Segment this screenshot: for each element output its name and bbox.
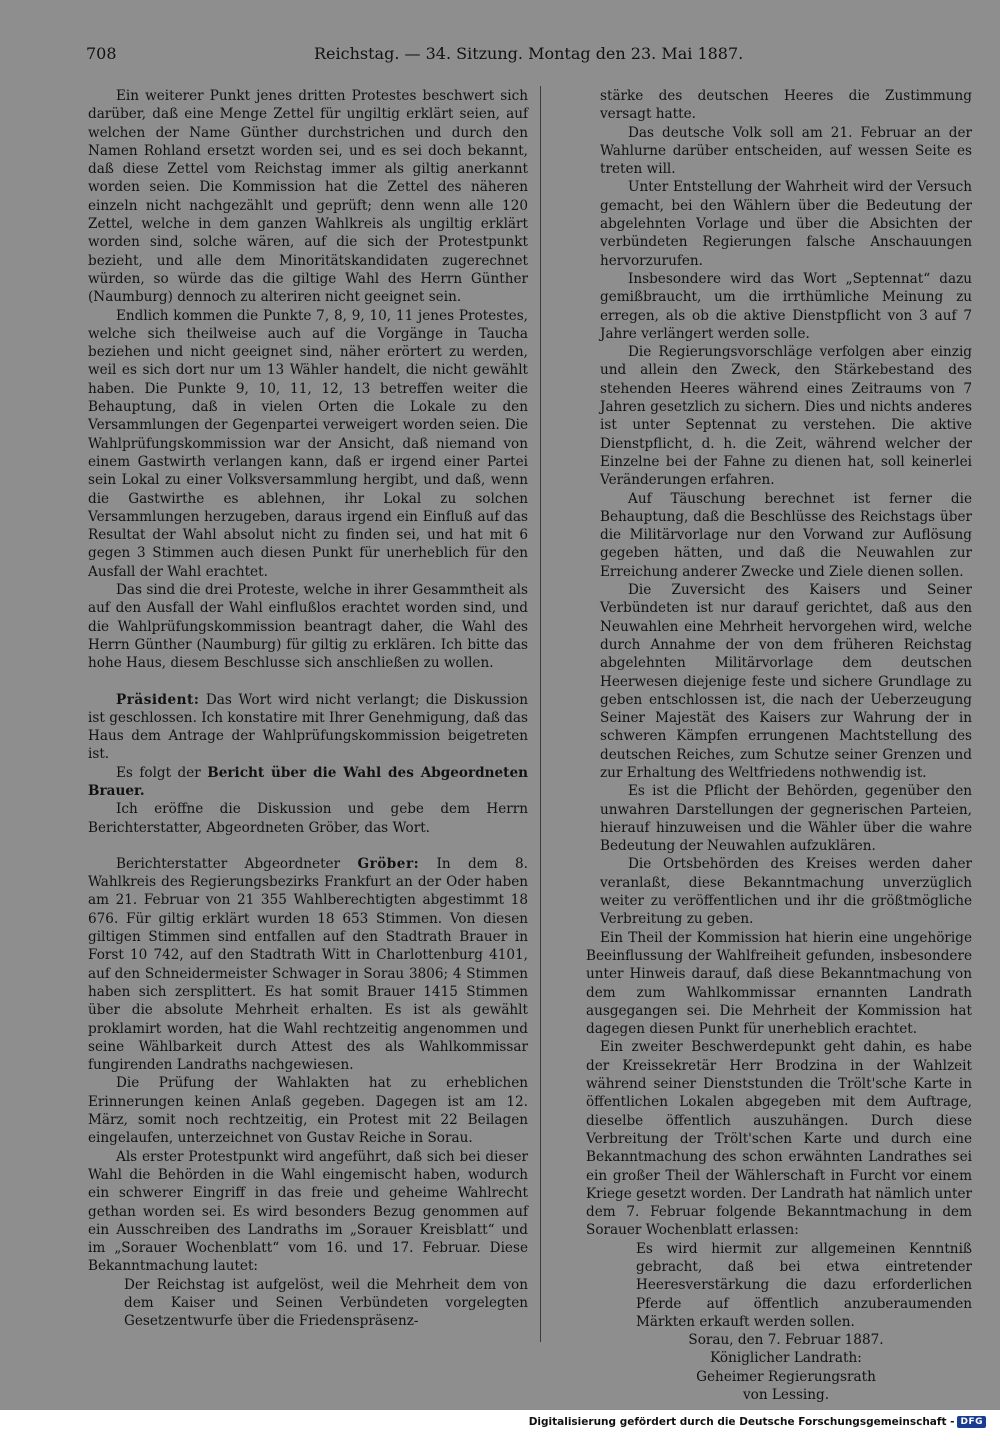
speaker-intro: Berichterstatter Abgeordneter [116, 855, 358, 872]
quote-paragraph: Es ist die Pflicht der Behörden, gegenüber den unwahren Darstellungen der gegnerischen Parteien, hierauf hinzuweisen und die Wähler über die wahre Bedeutung der Neuwahlen aufzuklären. [600, 783, 972, 855]
paragraph: Die Prüfung der Wahlakten hat zu erheblichen Erinnerungen keinen Anlaß gegeben. Dagegen ist am 12. März, somit noch rechtzeitig, ein Protest mit 22 Beilagen eingelaufen, unterzeichnet von Gustav Reiche in Sorau. [88, 1075, 528, 1147]
page-header [86, 44, 956, 66]
paragraph: Als erster Protestpunkt wird angeführt, daß sich bei dieser Wahl die Behörden in die Wahl eingemischt haben, wodurch ein schwerer Eingriff in das freie und geheime Wahlrecht gethan worden sei. Es wird besonders Bezug genommen auf ein Ausschreiben des Landraths im „Sorauer Kreisblatt“ und im „Sorauer Wochenblatt“ vom 16. und 17. Februar. Diese Bekanntmachung lautet: [88, 1148, 528, 1275]
quote-continuation: stärke des deutschen Heeres die Zustimmung versagt hatte. [600, 88, 972, 123]
quote-text: Es wird hiermit zur allgemeinen Kenntniß gebracht, daß bei etwa eintretender Heeresverstärkung die dazu erforderlichen Pferde auf öffentlich anzuberaumenden Märkten erkauft werden sollen. [636, 1240, 972, 1330]
dfg-logo: DFG [957, 1416, 986, 1428]
quote-paragraph: Auf Täuschung berechnet ist ferner die Behauptung, daß die Beschlüsse des Reichstags über die Militärvorlage nur den Vorwand zur Auflösung gegeben hätten, und daß die Neuwahlen zur Erreichung anderer Zwecke und Ziele dienen sollen. [600, 490, 972, 580]
quote-paragraph: Die Ortsbehörden des Kreises werden daher veranlaßt, diese Bekanntmachung unverzüglich weiter zu veröffentlichen und ihr die größtmögliche Verbreitung zu geben. [600, 856, 972, 928]
digitization-credit [529, 1414, 986, 1430]
quote-paragraph: Das deutsche Volk soll am 21. Februar an der Wahlurne darüber entscheiden, auf wessen Seite es treten will. [600, 124, 972, 178]
paragraph [88, 764, 528, 801]
quote-paragraph: Die Zuversicht des Kaisers und Seiner Verbündeten ist nur darauf gerichtet, daß aus den Neuwahlen eine Mehrheit hervorgehen wird, welche durch Annahme der von dem früheren Reichstag abgelehnten Militärvorlage dem deutschen Heerwesen diejenige feste und sichere Grundlage zu geben entschlossen ist, die nach der Ueberzeugung Seiner Majestät des Kaisers zur Wahrung der in schweren Kämpfen errungenen Machtstellung des deutschen Reiches, zum Schutze seiner Grenzen und zur Erhaltung des Weltfriedens nothwendig ist. [600, 582, 972, 781]
paragraph: Endlich kommen die Punkte 7, 8, 9, 10, 11 jenes Protestes, welche sich theilweise auch auf die Vorgänge in Taucha beziehen und nicht geeignet sind, näher erörtert zu werden, weil es sich dort nur um 13 Wähler handelt, die nicht gewählt haben. Die Punkte 9, 10, 11, 12, 13 betreffen weiter die Behauptung, daß in vielen Orten die Lokale zu den Versammlungen der Gegenpartei verweigert worden seien. Die Wahlprüfungskommission war der Ansicht, daß niemand von einem Gastwirth verlangen kann, daß er irgend einer Partei sein Lokal zu einer Volksversammlung hergibt, und daß, wenn die Gastwirthe es ablehnen, ihr Lokal zu solchen Versammlungen herzugeben, daraus irgend ein Einfluß auf das Resultat der Wahl absolut nicht zu finden sei, und hat mit 6 gegen 3 Stimmen auch diesen Punkt für unerheblich für den Ausfall der Wahl erachtet. [88, 307, 528, 580]
quote-text: Der Reichstag ist aufgelöst, weil die Mehrheit dem von dem Kaiser und Seinen Verbündeten vorgelegten Gesetzentwurfe über die Friedenspräsenz- [124, 1276, 528, 1330]
quote-paragraph: Die Regierungsvorschläge verfolgen aber einzig und allein den Zweck, den Stärkebestand des stehenden Heeres während eines Zeitraums von 7 Jahren gesetzlich zu sichern. Dies und nichts anderes ist unter Septennat zu verstehen. Die aktive Dienstpflicht, d. h. die Zeit, während welcher der Einzelne bei der Fahne zu dienen hat, soll keinerlei Veränderungen erfahren. [600, 344, 972, 489]
signature-office: Königlicher Landrath: [710, 1350, 862, 1367]
signature-place-date: Sorau, den 7. Februar 1887. [688, 1332, 884, 1349]
text: Es folgt der [116, 764, 208, 781]
paragraph: Ein zweiter Beschwerdepunkt geht dahin, es habe der Kreissekretär Herr Brodzina in der Wahlzeit während seiner Dienststunden die Trölt'sche Karte in öffentlichen Lokalen abgegeben mit dem Auftrage, dieselbe öffentlich auszuhängen. Durch diese Verbreitung der Trölt'schen Karte und durch eine Bekanntmachung des schon erwähnten Landrathes sei ein großer Theil der Wählerschaft in Furcht vor einem Kriege gesetzt worden. Der Landrath hat nämlich unter dem 7. Februar folgende Bekanntmachung in dem Sorauer Wochenblatt erlassen: [586, 1039, 972, 1239]
quote-paragraph: Unter Entstellung der Wahrheit wird der Versuch gemacht, bei den Wählern über die Bedeutung der abgelehnten Vorlage und über die Absichten der verbündeten Regierungen falsche Anschauungen hervorzurufen. [600, 179, 972, 269]
column-divider [540, 86, 541, 1342]
running-title: Reichstag. — 34. Sitzung. Montag den 23. Mai 1887. [314, 44, 744, 63]
statement-text: Das Wort wird nicht verlangt; die Diskussion ist geschlossen. Ich konstatire mit Ihrer Genehmigung, daß das Haus dem Antrage der Wahlprüfungskommission beigetreten ist. [88, 691, 528, 763]
paragraph: Ich eröffne die Diskussion und gebe dem Herrn Berichterstatter, Abgeordneten Gröber, das Wort. [88, 801, 528, 836]
signature-title: Geheimer Regierungsrath [696, 1368, 876, 1385]
statement-text: In dem 8. Wahlkreis des Regierungsbezirks Frankfurt an der Oder haben am 21. Februar von 21 355 Wahlberechtigten abgestimmt 18 676. Für giltig erklärt wurden 18 653 Stimmen. Von diesen giltigen Stimmen sind entfallen auf den Stadtrath Brauer in Forst 10 742, auf den Stadtrath Witt in Charlottenburg 4101, auf den Schneidermeister Schwager in Sorau 3806; 4 Stimmen haben sich zersplittert. Es hat somit Brauer 1415 Stimmen über die absolute Mehrheit erhalten. Es ist als gewählt proklamirt worden, hat die Wahl rechtzeitig angenommen und seine Wählbarkeit durch Attest des als Wahlkommissar fungirenden Landraths nachgewiesen. [88, 855, 528, 1074]
right-column [586, 87, 972, 1404]
president-statement [88, 691, 528, 764]
page-number: 708 [86, 44, 117, 63]
paragraph: Das sind die drei Proteste, welche in ihrer Gesammtheit als auf den Ausfall der Wahl einflußlos erachtet worden sind, und die Wahlprüfungskommission beantragt daher, die Wahl des Herrn Günther (Naumburg) für giltig zu erklären. Ich bitte das hohe Haus, diesem Beschlusse sich anschließen zu wollen. [88, 582, 528, 672]
agenda-item: Bericht über die Wahl des Abgeordneten Brauer. [88, 764, 528, 799]
speaker-name: Präsident: [116, 691, 200, 708]
paragraph: Ein Theil der Kommission hat hierin eine ungehörige Beeinflussung der Wahlfreiheit gefunden, insbesondere unter Hinweis darauf, daß diese Bekanntmachung von dem zum Wahlkommissar ernannten Landrath ausgegangen sei. Die Mehrheit der Kommission hat dagegen diesen Punkt für unerheblich erachtet. [586, 929, 972, 1038]
speaker-name: Gröber: [357, 855, 420, 872]
paragraph: Ein weiterer Punkt jenes dritten Protestes beschwert sich darüber, daß eine Menge Zettel für ungiltig erklärt seien, auf welchen der Name Günther durchstrichen und durch den Namen Rohland ersetzt worden sei, und es sei doch bekannt, daß diese Zettel vom Reichstag immer als giltig anerkannt worden seien. Die Kommission hat die Zettel des näheren einzeln nicht nachgezählt und geprüft; denn wenn alle 120 Zettel, welche in dem ganzen Wahlkreis als ungiltig erklärt worden sind, solche wären, auf die sich der Protestpunkt bezieht, und alle dem Minoritätskandidaten zugerechnet würden, so würde das die giltige Wahl des Herrn Günther (Naumburg) dennoch zu alteriren nicht geeignet sein. [88, 88, 528, 306]
quote-paragraph: Insbesondere wird das Wort „Septennat“ dazu gemißbraucht, um die irrthümliche Meinung zu erregen, als ob die aktive Dienstpflicht von 3 auf 7 Jahre verlängert werden solle. [600, 270, 972, 342]
signature-name: von Lessing. [742, 1387, 830, 1404]
credit-text: Digitalisierung gefördert durch die Deutsche Forschungsgemeinschaft - [528, 1416, 955, 1428]
reporter-statement [88, 855, 528, 1075]
left-column [88, 87, 528, 1331]
